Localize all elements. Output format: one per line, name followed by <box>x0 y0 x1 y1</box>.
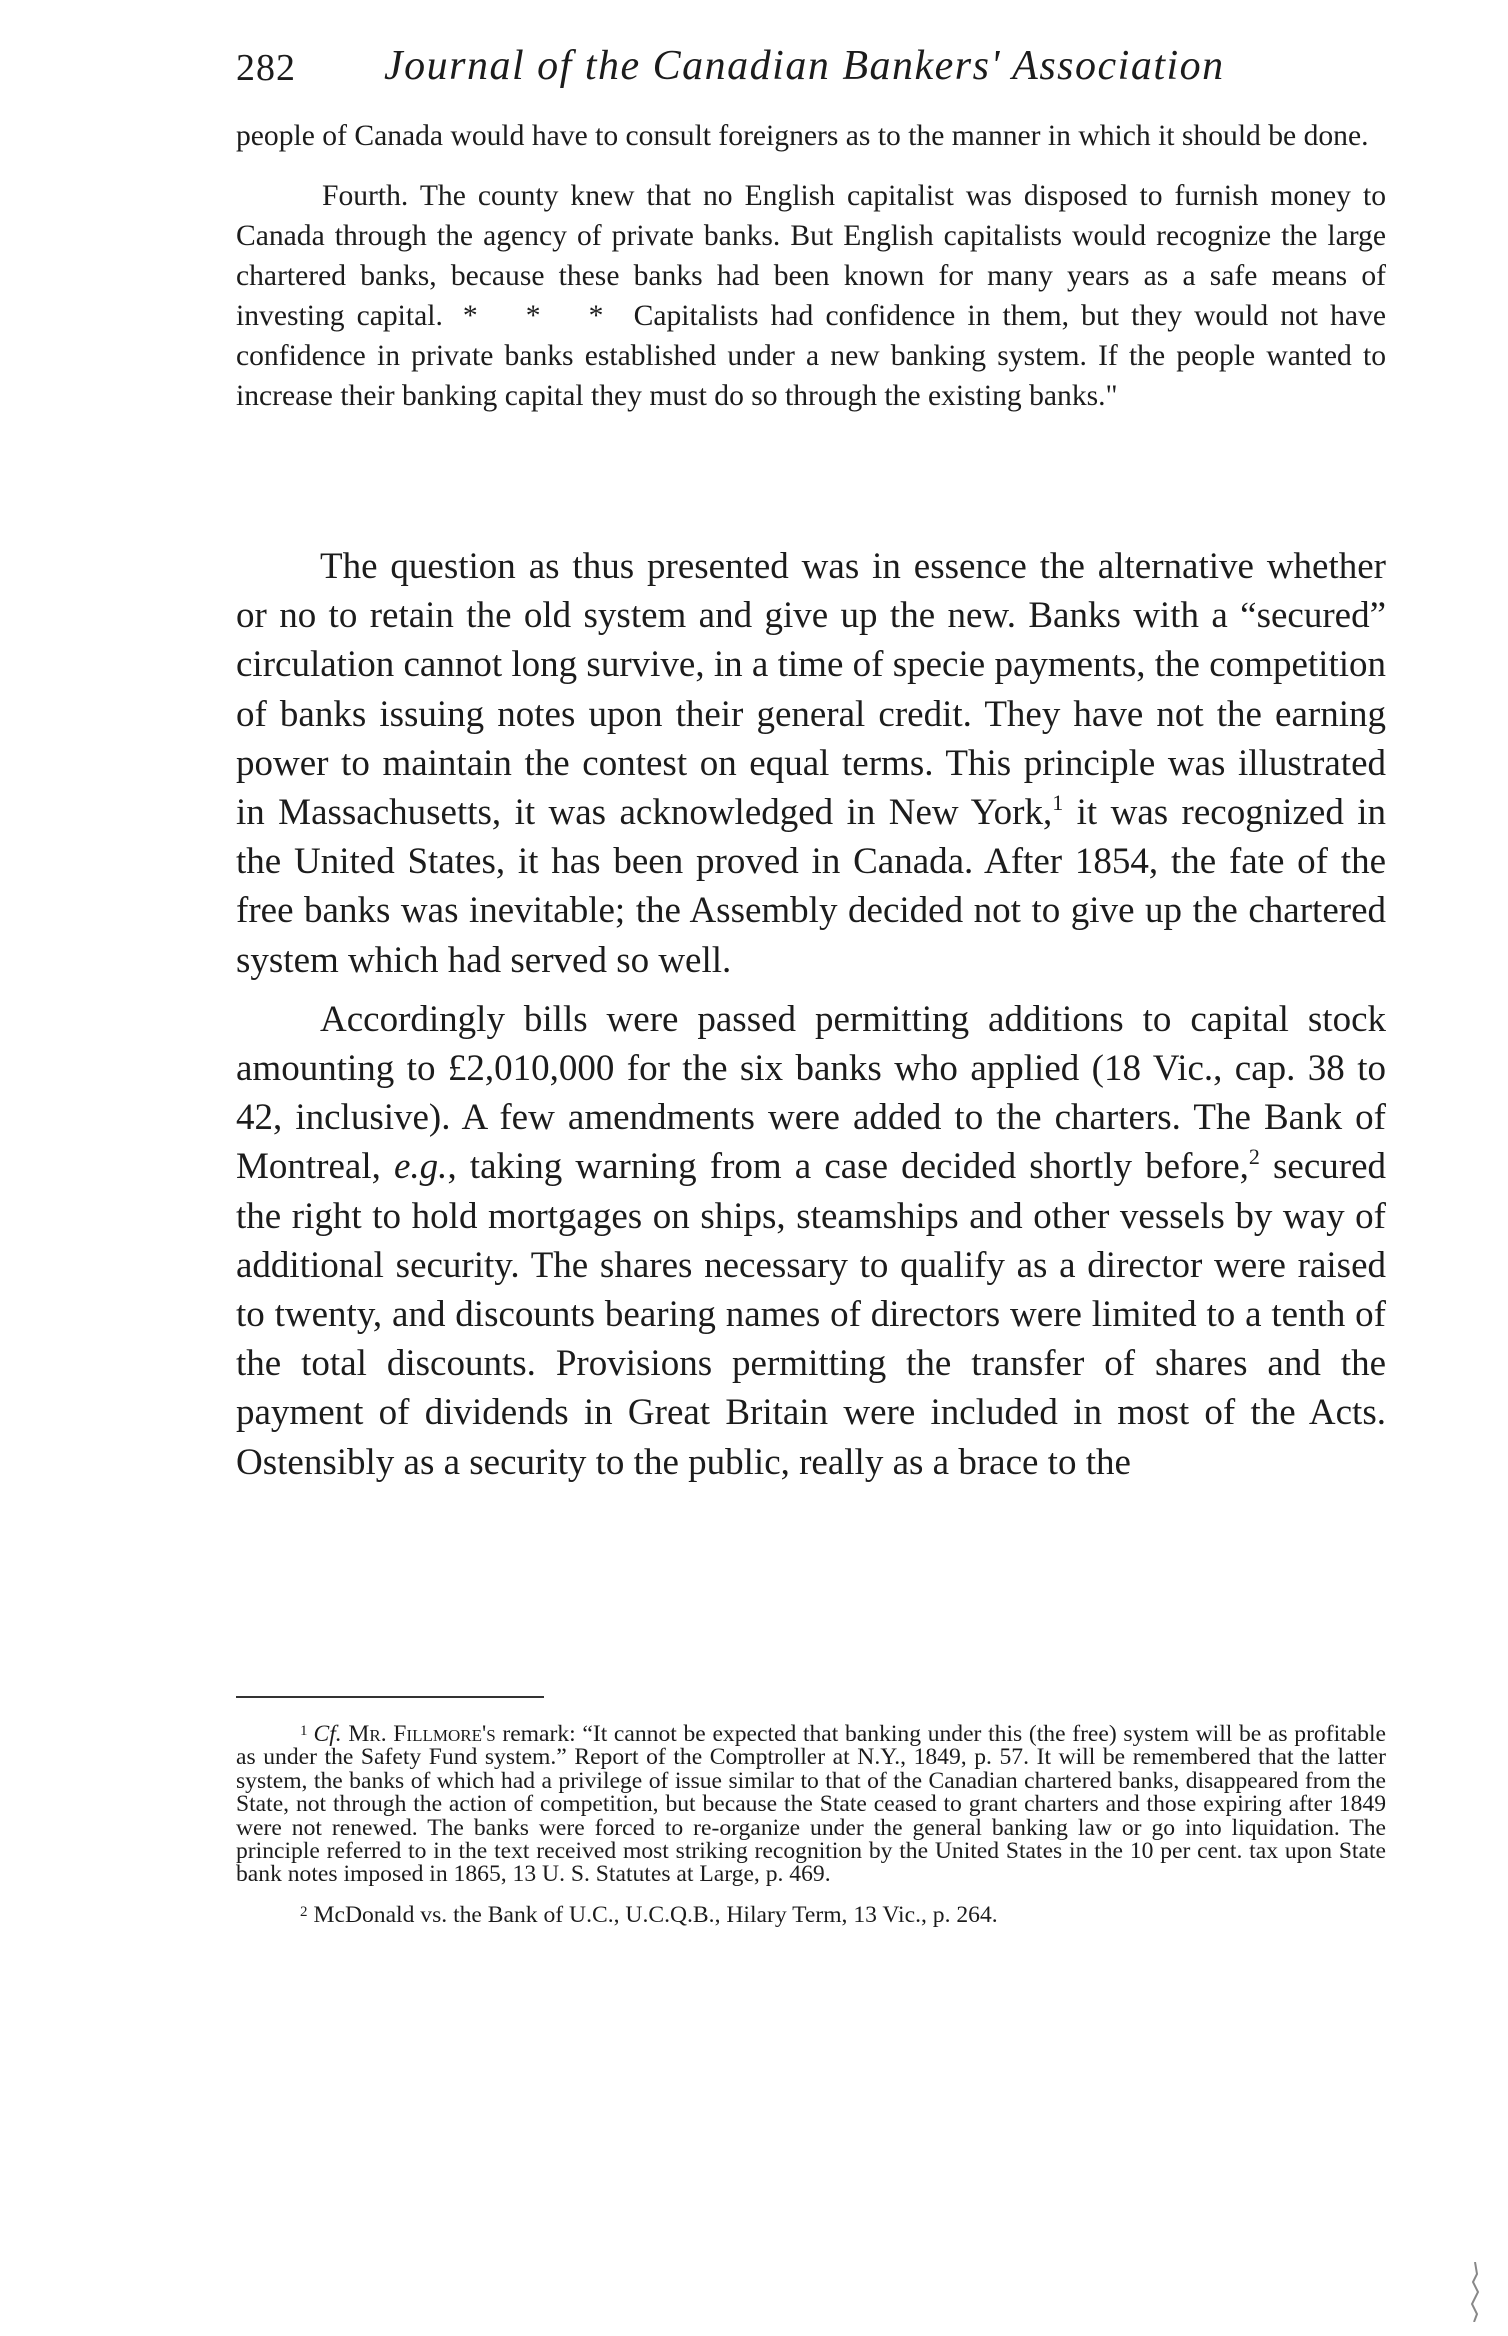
quote-paragraph-2 <box>236 176 1386 416</box>
body-text-segment: The question as thus presented was in essence the alternative whether or no to retain the old system and give up the new. Banks with a “secured” circulation cannot long survive, in a time of specie payments, the competition of banks issuing notes upon their general credit. They have not the earning power to maintain the contest on equal terms. This principle was illustrated in Massachusetts, it was acknowledged in New York, <box>236 546 1386 834</box>
footnote-marker: 1 <box>300 1723 308 1739</box>
body-text-segment: Accordingly bills were passed permitting additions to capital stock amounting to £2,010,000 for the six banks who applied (18 Vic., cap. 38 to 42, inclusive). A few amendments were added to the charters. The Bank of Montreal, <box>236 998 1386 1188</box>
body-text-segment: , taking warning from a case decided shortly before, <box>447 1146 1249 1188</box>
scan-artifact-icon <box>1468 2262 1482 2322</box>
quote-paragraph-1: people of Canada would have to consult foreigners as to the manner in which it should be done. <box>236 120 1369 152</box>
body-text-segment: it was recognized in the United States, it has been proved in Canada. After 1854, the fate of the free banks was inevitable; the Assembly decided not to give up the chartered system which had served so well. <box>236 792 1387 981</box>
footnote-author: Mr. Fillmore's <box>348 1721 496 1747</box>
page-number: 282 <box>236 47 296 89</box>
running-title: Journal of the Canadian Bankers' Association <box>384 43 1225 89</box>
block-quotation <box>236 116 1386 416</box>
running-header <box>236 42 1246 102</box>
body-paragraph-2 <box>236 995 1386 1487</box>
italic-abbreviation: e.g. <box>394 1146 448 1188</box>
footnote-reference-1: 1 <box>1052 790 1064 816</box>
body-paragraph-1 <box>236 542 1386 985</box>
footnote-text: McDonald vs. the Bank of U.C., U.C.Q.B., Hilary Term, 13 Vic., p. 264. <box>313 1901 998 1928</box>
footnote-2 <box>236 1901 1386 1927</box>
ellipsis-stars: * * * <box>462 300 622 332</box>
main-text <box>236 542 1386 1487</box>
footnote-1 <box>236 1720 1386 1887</box>
quote-text-tail: Capitalists had confidence in them, but they would not have confidence in private banks established under a new banking system. If the people wanted to increase their banking capital they must do so through the existing banks." <box>236 300 1386 412</box>
footnote-divider <box>236 1696 544 1698</box>
footnote-marker: 2 <box>300 1903 308 1920</box>
body-text-segment: secured the right to hold mortgages on ships, steamships and other vessels by way of additional security. The shares necessary to qualify as a director were raised to twenty, and discounts bearing names of directors were limited to a tenth of the total discounts. Provisions permitting the transfer of shares and the payment of dividends in Great Britain were included in most of the Acts. Ostensibly as a security to the public, really as a brace to the <box>236 1146 1386 1483</box>
footnote-text: remark: “It cannot be expected that banking under this (the free) system will be as profitable as under the Safety Fund system.” Report of the Comptroller at N.Y., 1849, p. 57. It will be remembered that the latter system, the banks of which had a privilege of issue similar to that of the Canadian chartered banks, disappeared from the State, not through the action of competition, but because the State ceased to grant charters and those expiring after 1849 were not renewed. The banks were forced to re-organize under the general banking law or go into liquidation. The principle referred to in the text received most striking recognition by the United States in the 10 per cent. tax upon State bank notes imposed in 1865, 13 U. S. Statutes at Large, p. 469. <box>236 1721 1386 1888</box>
quote-lead-word: Fourth. <box>322 180 409 212</box>
footnote-reference-2: 2 <box>1248 1144 1260 1170</box>
footnotes <box>236 1720 1386 1927</box>
quote-text: The county knew that no English capitalist was disposed to furnish money to Canada through the agency of private banks. But English capitalists would recognize the large chartered banks, because these banks had been known for many years as a safe means of investing capital. <box>236 180 1387 332</box>
footnote-cf: Cf. <box>313 1721 342 1747</box>
